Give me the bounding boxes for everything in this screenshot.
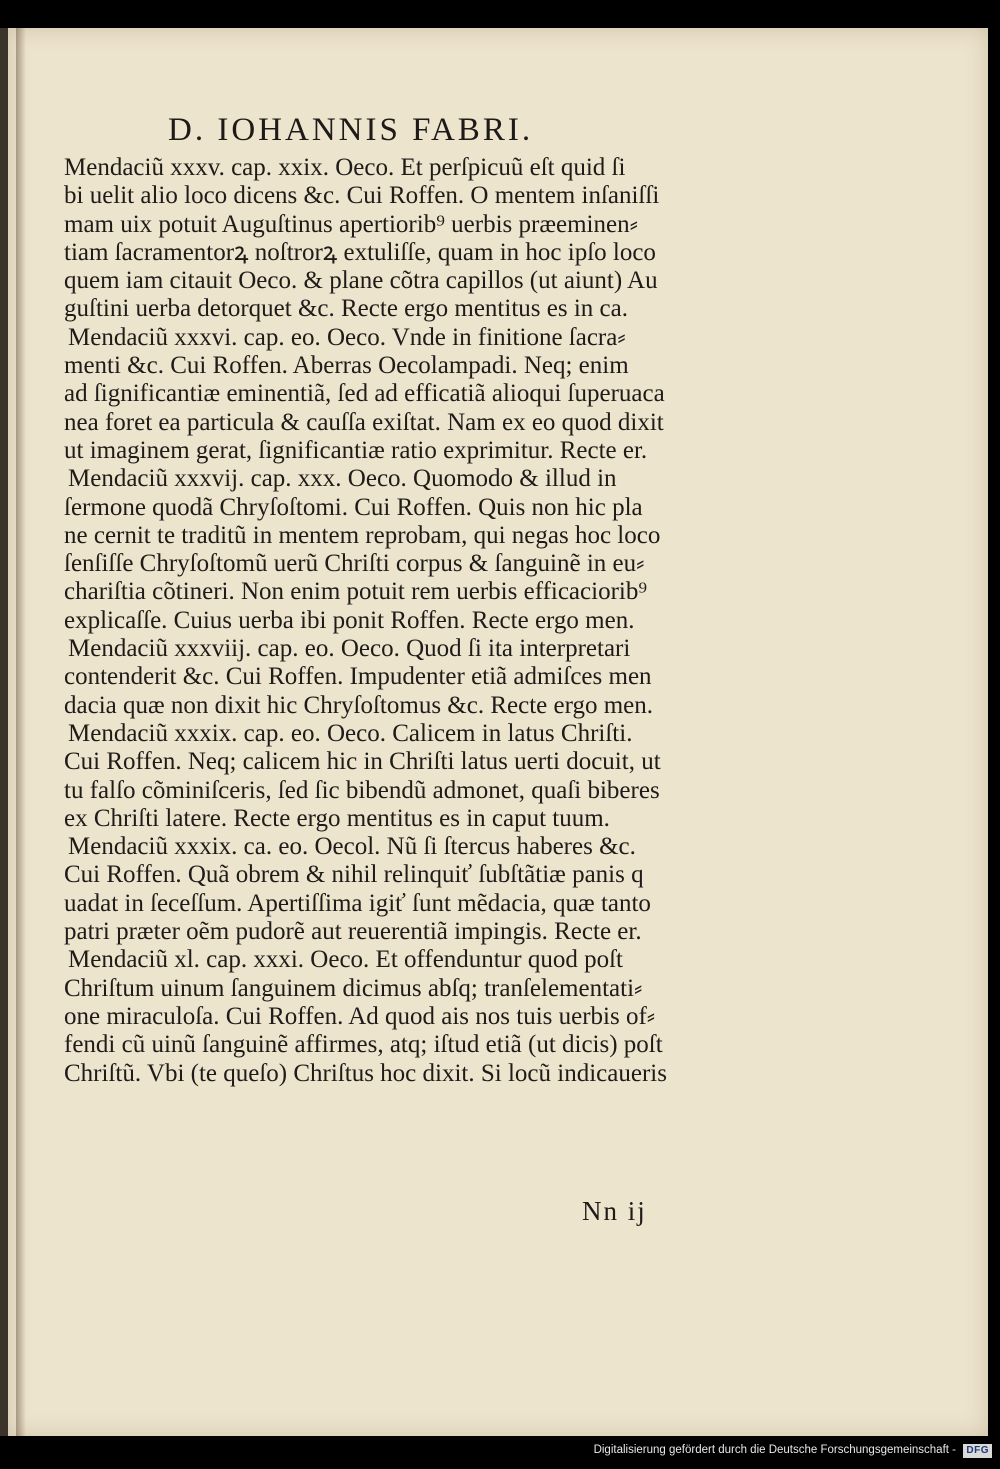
text-line: ne cernit te traditũ in mentem reprobam, qui negas hoc loco bbox=[64, 521, 661, 549]
text-line: Chriſtum uinum ſanguinem dicimus abſq; tranſelementati⸗ bbox=[64, 974, 643, 1002]
text-line: Cui Roffen. Quã obrem & nihil relinquiť ſubſtãtiæ panis q bbox=[64, 861, 644, 889]
text-line: nea foret ea particula & cauſſa exiſtat. Nam ex eo quod dixit bbox=[64, 408, 664, 436]
text-line: ſenſiſſe Chryſoſtomũ uerũ Chriſti corpus & ſanguinẽ in eu⸗ bbox=[64, 550, 645, 578]
page-gutter-shadow bbox=[16, 28, 26, 1436]
text-line: ſermone quodã Chryſoſtomi. Cui Roffen. Quis non hic pla bbox=[64, 493, 643, 521]
digitization-footer bbox=[0, 1436, 1000, 1469]
text-line: quem iam citauit Oeco. & plane cõtra capillos (ut aiunt) Au bbox=[64, 267, 658, 295]
text-line: ut imaginem gerat, ſignificantiæ ratio exprimitur. Recte er. bbox=[64, 436, 648, 464]
book-page bbox=[0, 28, 988, 1436]
signature-mark: Nn ij bbox=[582, 1196, 647, 1226]
text-line: menti &c. Cui Roffen. Aberras Oecolampadi. Neq; enim bbox=[64, 352, 629, 380]
text-line: ex Chriſti latere. Recte ergo mentitus es in caput tuum. bbox=[64, 804, 610, 832]
text-line: one miraculoſa. Cui Roffen. Ad quod ais nos tuis uerbis of⸗ bbox=[64, 1002, 656, 1030]
text-line: tiam ſacramentorꝝ noſtrorꝝ extuliſſe, quam in hoc ipſo loco bbox=[64, 238, 656, 266]
running-head: D. IOHANNIS FABRI. bbox=[168, 112, 534, 148]
funding-credit: Digitalisierung gefördert durch die Deutsche Forschungsgemeinschaft - bbox=[593, 1444, 956, 1456]
text-line: guſtini uerba detorquet &c. Recte ergo mentitus es in ca. bbox=[64, 295, 628, 323]
text-line: Mendaciũ xxxix. cap. eo. Oeco. Calicem in latus Chriſti. bbox=[68, 719, 633, 747]
text-line: Mendaciũ xl. cap. xxxi. Oeco. Et offenduntur quod poſt bbox=[68, 946, 623, 974]
body-text bbox=[64, 154, 744, 1088]
text-line: contenderit &c. Cui Roffen. Impudenter etiã admiſces men bbox=[64, 663, 652, 691]
dfg-logo: DFG bbox=[963, 1444, 992, 1458]
text-line: uadat in ſeceſſum. Apertiſſima igiť ſunt mẽdacia, quæ tanto bbox=[64, 889, 651, 917]
text-line: Chriſtũ. Vbi (te queſo) Chriſtus hoc dixit. Si locũ indicaueris bbox=[64, 1059, 667, 1087]
text-line: patri præter oẽm pudorẽ aut reuerentiã impingis. Recte er. bbox=[64, 918, 642, 946]
text-line: fendi cũ uinũ ſanguinẽ affirmes, atq; iſtud etiã (ut dicis) poſt bbox=[64, 1031, 663, 1059]
text-line: bi uelit alio loco dicens &c. Cui Roffen. O mentem inſaniſſi bbox=[64, 182, 660, 210]
text-line: Mendaciũ xxxvi. cap. eo. Oeco. Vnde in finitione ſacra⸗ bbox=[68, 323, 626, 351]
text-line: dacia quæ non dixit hic Chryſoſtomus &c. Recte ergo men. bbox=[64, 691, 654, 719]
text-line: explicaſſe. Cuius uerba ibi ponit Roffen. Recte ergo men. bbox=[64, 606, 635, 634]
text-line: Mendaciũ xxxix. ca. eo. Oecol. Nũ ſi ſtercus haberes &c. bbox=[68, 833, 636, 861]
text-line: Mendaciũ xxxviij. cap. eo. Oeco. Quod ſi ita interpretari bbox=[68, 635, 631, 663]
text-line: Mendaciũ xxxvij. cap. xxx. Oeco. Quomodo & illud in bbox=[68, 465, 617, 493]
text-line: tu falſo cõminiſceris, ſed ſic bibendũ admonet, quaſi biberes bbox=[64, 776, 660, 804]
text-line: mam uix potuit Auguſtinus apertiorib⁹ uerbis præeminen⸗ bbox=[64, 210, 638, 238]
text-line: Cui Roffen. Neq; calicem hic in Chriſti latus uerti docuit, ut bbox=[64, 748, 661, 776]
text-line: chariſtia cõtineri. Non enim potuit rem uerbis efficaciorib⁹ bbox=[64, 578, 648, 606]
text-line: Mendaciũ xxxv. cap. xxix. Oeco. Et perſpicuũ eſt quid ſi bbox=[64, 154, 626, 181]
text-line: ad ſignificantiæ eminentiã, ſed ad efficatiã alioqui ſuperuaca bbox=[64, 380, 665, 408]
